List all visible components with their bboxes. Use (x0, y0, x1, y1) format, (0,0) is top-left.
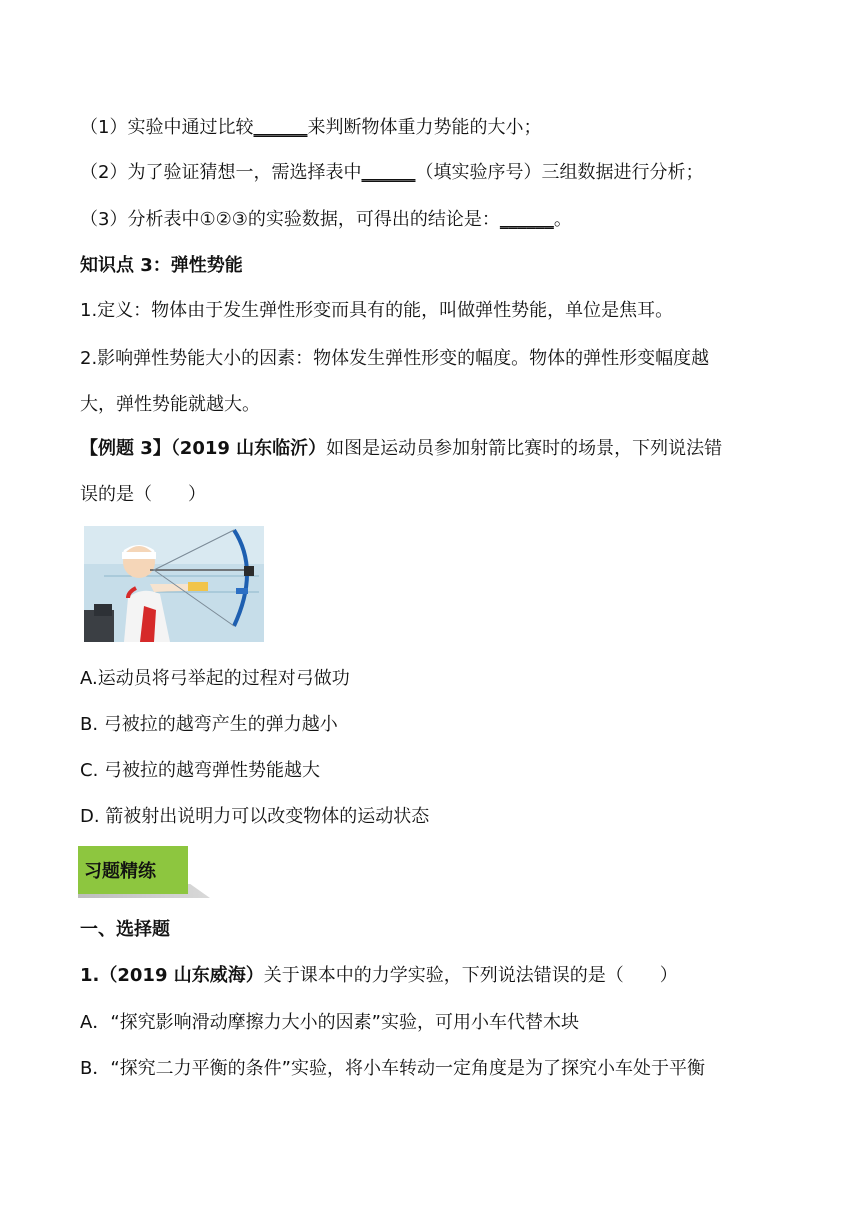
option-d: D. 箭被射出说明力可以改变物体的运动状态 (80, 806, 430, 827)
knowledge-heading: 知识点 3：弹性势能 (80, 255, 243, 276)
archery-photo (84, 526, 264, 642)
question-source: （2019 山东威海） (99, 965, 264, 986)
question-3 (80, 208, 572, 231)
question-1 (80, 116, 541, 139)
question-2-text: （2）为了验证猜想一，需选择表中 (80, 162, 362, 183)
knowledge-factor-line-1: 2.影响弹性势能大小的因素：物体发生弹性形变的幅度。物体的弹性形变幅度越 (80, 348, 710, 369)
option-b: B. 弓被拉的越弯产生的弹力越小 (80, 714, 338, 735)
answer-blank: ______ (499, 209, 554, 230)
question-1-text-end: 来判断物体重力势能的大小； (307, 117, 542, 138)
archer-illustration (84, 526, 264, 642)
question-3-text: （3）分析表中①②③的实验数据，可得出的结论是： (80, 209, 500, 230)
option-a: A.运动员将弓举起的过程对弓做功 (80, 668, 350, 689)
question-2-text-end: （填实验序号）三组数据进行分析； (415, 162, 704, 183)
question-1-text: （1）实验中通过比较 (80, 117, 254, 138)
example-stem-line-1 (80, 437, 722, 460)
knowledge-factor-line-2: 大，弹性势能就越大。 (80, 394, 260, 415)
example-tag: 【例题 3】 (80, 438, 171, 459)
answer-blank: ______ (253, 117, 308, 138)
example-source: （2019 山东临沂） (170, 438, 327, 459)
practice-banner-label: 习题精练 (84, 861, 156, 882)
question-3-text-end: 。 (553, 209, 572, 230)
practice-option-b: B．“探究二力平衡的条件”实验，将小车转动一定角度是为了探究小车处于平衡 (80, 1058, 705, 1079)
practice-question-1 (80, 964, 678, 987)
question-number: 1. (80, 965, 100, 986)
example-stem-text: 如图是运动员参加射箭比赛时的场景，下列说法错 (326, 438, 723, 459)
section-heading: 一、选择题 (80, 919, 170, 940)
question-2 (80, 161, 703, 184)
example-stem-line-2: 误的是（ ） (80, 484, 206, 505)
knowledge-definition: 1.定义：物体由于发生弹性形变而具有的能，叫做弹性势能，单位是焦耳。 (80, 300, 674, 321)
question-stem: 关于课本中的力学实验，下列说法错误的是（ ） (263, 965, 678, 986)
option-c: C. 弓被拉的越弯弹性势能越大 (80, 760, 321, 781)
practice-option-a: A．“探究影响滑动摩擦力大小的因素”实验，可用小车代替木块 (80, 1012, 579, 1033)
answer-blank: ______ (361, 162, 416, 183)
